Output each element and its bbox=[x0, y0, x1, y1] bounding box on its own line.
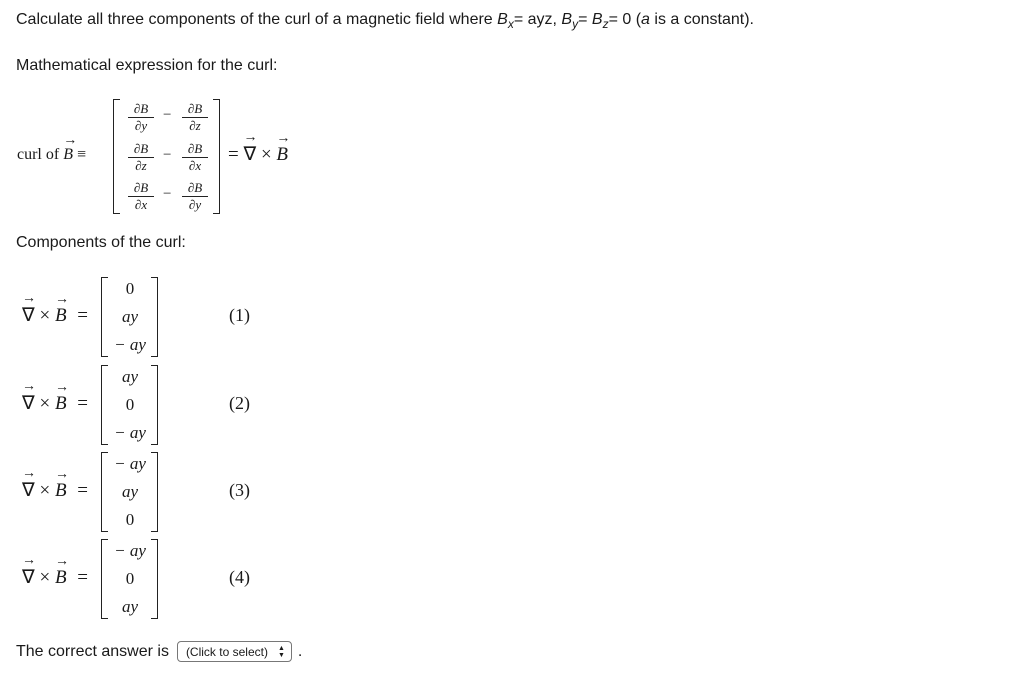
option-lhs: → ∇ × → B = bbox=[22, 304, 88, 327]
matrix-cell: ay bbox=[121, 597, 139, 616]
vector-b: → B bbox=[63, 146, 73, 164]
partial-derivative: $\frac{\partial B}{\partial z}$ bbox=[182, 101, 208, 134]
matrix-cell: 0 bbox=[125, 569, 135, 588]
minus-sign: − bbox=[163, 186, 172, 202]
matrix-cell: ay bbox=[121, 482, 139, 501]
option-lhs: → ∇ × → B = bbox=[22, 479, 88, 502]
partial-derivative: $\frac{\partial B}{\partial y}$ bbox=[128, 101, 154, 134]
vector-b: → B bbox=[55, 567, 67, 589]
curl-label: curl of → B ≡ bbox=[17, 146, 86, 164]
matrix-cell: 0 bbox=[125, 510, 135, 529]
partial-derivative: $\frac{\partial B}{\partial x}$ bbox=[128, 180, 154, 213]
partial-derivative: $\frac{\partial B}{\partial y}$ bbox=[182, 180, 208, 213]
nabla-symbol: → ∇ bbox=[243, 143, 256, 166]
vector-b: → B bbox=[55, 305, 67, 327]
matrix-cell: − ay bbox=[114, 423, 146, 442]
option-number-label: (3) bbox=[229, 480, 250, 500]
matrix-cell: 0 bbox=[125, 395, 135, 414]
matrix-cell: 0 bbox=[125, 279, 135, 298]
heading-expression: Mathematical expression for the curl: bbox=[16, 57, 278, 74]
matrix-cell: − ay bbox=[114, 454, 146, 473]
nabla-symbol: → ∇ bbox=[22, 566, 35, 589]
minus-sign: − bbox=[163, 107, 172, 123]
option-number-label: (1) bbox=[229, 305, 250, 325]
updown-arrows-icon: ▲ ▼ bbox=[277, 644, 285, 659]
vector-b: → B bbox=[55, 480, 67, 502]
nabla-symbol: → ∇ bbox=[22, 304, 35, 327]
answer-prompt: The correct answer is bbox=[16, 642, 169, 660]
option-lhs: → ∇ × → B = bbox=[22, 566, 88, 589]
option-number-label: (2) bbox=[229, 393, 250, 413]
matrix-cell: − ay bbox=[114, 541, 146, 560]
option-number-label: (4) bbox=[229, 567, 250, 587]
curl-matrix-left-bracket bbox=[113, 99, 120, 214]
vector-b: → B bbox=[55, 393, 67, 415]
answer-select-value: (Click to select) bbox=[185, 644, 268, 659]
minus-sign: − bbox=[163, 147, 172, 163]
question-text: Calculate all three components of the curl of a magnetic field where $B_x=$ ayz, $B_y= B_z= 0$ (a is a constant). bbox=[16, 11, 754, 32]
curl-rhs: = → ∇ × → B bbox=[228, 143, 288, 166]
answer-row: The correct answer is (Click to select) ▲ ▼ . bbox=[16, 641, 302, 662]
matrix-cell: ay bbox=[121, 367, 139, 386]
nabla-symbol: → ∇ bbox=[22, 392, 35, 415]
matrix-cell: ay bbox=[121, 307, 139, 326]
answer-select[interactable] bbox=[177, 641, 292, 662]
heading-components: Components of the curl: bbox=[16, 234, 186, 251]
vector-b: → B bbox=[276, 144, 288, 166]
partial-derivative: $\frac{\partial B}{\partial z}$ bbox=[128, 141, 154, 174]
partial-derivative: $\frac{\partial B}{\partial x}$ bbox=[182, 141, 208, 174]
option-lhs: → ∇ × → B = bbox=[22, 392, 88, 415]
matrix-cell: − ay bbox=[114, 335, 146, 354]
curl-matrix-right-bracket bbox=[213, 99, 220, 214]
nabla-symbol: → ∇ bbox=[22, 479, 35, 502]
